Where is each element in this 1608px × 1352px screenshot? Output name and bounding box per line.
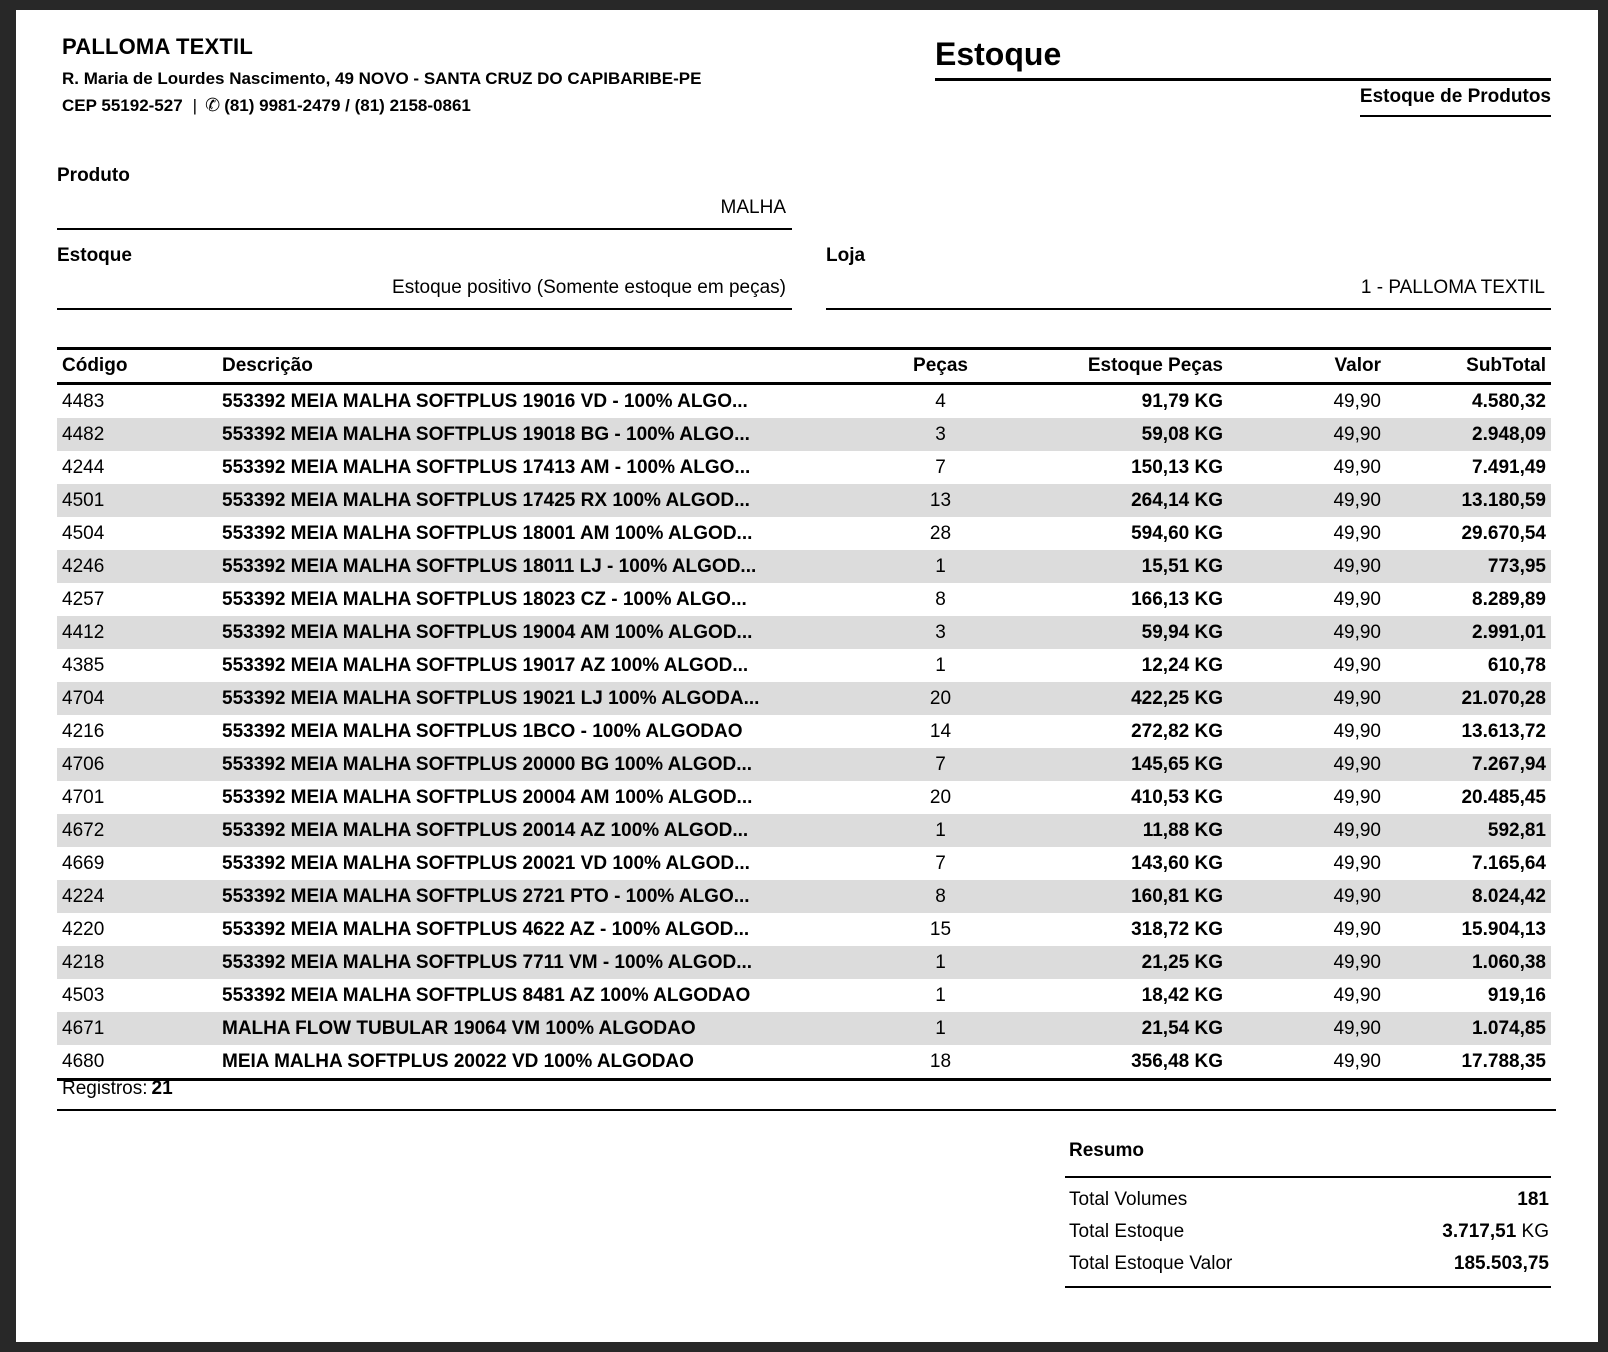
filter-loja — [826, 245, 1551, 310]
table-row — [57, 384, 1551, 419]
table-row — [57, 583, 1551, 616]
descricao-cell: 553392 MEIA MALHA SOFTPLUS 20021 VD 100% ALGOD... — [222, 852, 750, 874]
separator: | — [192, 96, 198, 115]
pecas-cell: 15 — [929, 918, 952, 940]
header-row — [57, 349, 1551, 384]
codigo-cell: 4224 — [62, 885, 105, 907]
filter-estoque-label: Estoque — [57, 245, 132, 266]
resumo-row-total-volumes — [1065, 1184, 1551, 1216]
table-row — [57, 418, 1551, 451]
column-header-estoque-pecas: Estoque Peças — [998, 349, 1228, 384]
company-contact — [62, 95, 701, 116]
codigo-cell: 4672 — [62, 819, 105, 841]
subtotal-cell: 7.165,64 — [1472, 852, 1546, 874]
table-row — [57, 550, 1551, 583]
pecas-cell: 8 — [935, 588, 946, 610]
subtotal-cell: 610,78 — [1487, 654, 1546, 676]
subtotal-cell: 7.267,94 — [1472, 753, 1546, 775]
pecas-cell: 1 — [935, 819, 946, 841]
report-subtitle-wrap — [935, 86, 1551, 117]
subtotal-cell: 2.991,01 — [1472, 621, 1546, 643]
subtotal-cell: 15.904,13 — [1461, 918, 1546, 940]
subtotal-cell: 17.788,35 — [1386, 1045, 1551, 1080]
resumo-label: Total Estoque — [1069, 1221, 1185, 1242]
valor-cell: 49,90 — [1333, 588, 1381, 610]
estoque-pecas-cell: 166,13 KG — [1131, 588, 1223, 610]
descricao-cell: 553392 MEIA MALHA SOFTPLUS 8481 AZ 100% ALGODAO — [222, 984, 751, 1006]
report-title: Estoque — [935, 36, 1551, 81]
table-row — [57, 781, 1551, 814]
subtotal-cell: 1.060,38 — [1472, 951, 1546, 973]
subtotal-cell: 7.491,49 — [1472, 456, 1546, 478]
estoque-pecas-cell: 15,51 KG — [1141, 555, 1223, 577]
stock-table-body — [57, 384, 1551, 1080]
subtotal-cell: 13.613,72 — [1461, 720, 1546, 742]
report-subtitle: Estoque de Produtos — [1360, 86, 1551, 117]
codigo-cell: 4385 — [62, 654, 105, 676]
column-header-subtotal: SubTotal — [1386, 349, 1551, 384]
estoque-pecas-cell: 145,65 KG — [1131, 753, 1223, 775]
filter-loja-value: 1 - PALLOMA TEXTIL — [826, 277, 1551, 310]
table-row — [57, 847, 1551, 880]
descricao-cell: 553392 MEIA MALHA SOFTPLUS 2721 PTO - 100% ALGO... — [222, 885, 750, 907]
column-header-pecas: Peças — [883, 349, 998, 384]
table-row — [57, 880, 1551, 913]
filter-loja-label: Loja — [826, 245, 866, 266]
stock-table-header — [57, 349, 1551, 384]
table-row — [57, 946, 1551, 979]
filter-produto-value: MALHA — [57, 197, 792, 230]
registros-value: 21 — [151, 1078, 173, 1099]
pecas-cell: 20 — [929, 687, 952, 709]
pecas-cell: 1 — [935, 984, 946, 1006]
pecas-cell: 18 — [883, 1045, 998, 1080]
phone-icon: ✆ — [205, 95, 221, 115]
valor-cell: 49,90 — [1333, 720, 1381, 742]
codigo-cell: 4482 — [62, 423, 105, 445]
estoque-pecas-cell: 143,60 KG — [1131, 852, 1223, 874]
resumo-row-total-estoque — [1065, 1216, 1551, 1248]
codigo-cell: 4216 — [62, 720, 105, 742]
registros-label: Registros: — [62, 1078, 148, 1099]
estoque-pecas-cell: 59,08 KG — [1141, 423, 1223, 445]
pecas-cell: 28 — [929, 522, 952, 544]
valor-cell: 49,90 — [1333, 621, 1381, 643]
subtotal-cell: 8.289,89 — [1472, 588, 1546, 610]
filter-estoque — [57, 245, 792, 310]
estoque-pecas-cell: 594,60 KG — [1131, 522, 1223, 544]
pecas-cell: 7 — [935, 852, 946, 874]
table-row — [57, 814, 1551, 847]
valor-cell: 49,90 — [1333, 1017, 1381, 1039]
codigo-cell: 4504 — [62, 522, 105, 544]
estoque-pecas-cell: 21,25 KG — [1141, 951, 1223, 973]
subtotal-cell: 592,81 — [1487, 819, 1546, 841]
column-header-valor: Valor — [1228, 349, 1386, 384]
resumo-section — [1065, 1140, 1551, 1288]
resumo-value: 3.717,51 — [1442, 1221, 1517, 1242]
pecas-cell: 20 — [929, 786, 952, 808]
resumo-value: 185.503,75 — [1453, 1253, 1549, 1274]
table-row — [57, 682, 1551, 715]
descricao-cell: 553392 MEIA MALHA SOFTPLUS 20000 BG 100% ALGOD... — [222, 753, 753, 775]
subtotal-cell: 8.024,42 — [1472, 885, 1546, 907]
descricao-cell: 553392 MEIA MALHA SOFTPLUS 18023 CZ - 100% ALGO... — [222, 588, 747, 610]
descricao-cell: MEIA MALHA SOFTPLUS 20022 VD 100% ALGODAO — [217, 1045, 883, 1080]
estoque-pecas-cell: 410,53 KG — [1131, 786, 1223, 808]
registros-row — [57, 1072, 1556, 1111]
company-address: R. Maria de Lourdes Nascimento, 49 NOVO - SANTA CRUZ DO CAPIBARIBE-PE — [62, 69, 702, 88]
codigo-cell: 4218 — [62, 951, 105, 973]
valor-cell: 49,90 — [1333, 852, 1381, 874]
estoque-pecas-cell: 21,54 KG — [1141, 1017, 1223, 1039]
codigo-cell: 4220 — [62, 918, 105, 940]
column-header-codigo: Código — [57, 349, 217, 384]
descricao-cell: 553392 MEIA MALHA SOFTPLUS 17425 RX 100% ALGOD... — [222, 489, 750, 511]
table-row — [57, 979, 1551, 1012]
valor-cell: 49,90 — [1333, 819, 1381, 841]
pecas-cell: 13 — [929, 489, 952, 511]
descricao-cell: 553392 MEIA MALHA SOFTPLUS 7711 VM - 100% ALGOD... — [222, 951, 753, 973]
codigo-cell: 4483 — [62, 390, 105, 412]
descricao-cell: MALHA FLOW TUBULAR 19064 VM 100% ALGODAO — [222, 1017, 696, 1039]
valor-cell: 49,90 — [1333, 918, 1381, 940]
pecas-cell: 8 — [935, 885, 946, 907]
valor-cell: 49,90 — [1333, 390, 1381, 412]
descricao-cell: 553392 MEIA MALHA SOFTPLUS 19017 AZ 100% ALGOD... — [222, 654, 749, 676]
descricao-cell: 553392 MEIA MALHA SOFTPLUS 18011 LJ - 100% ALGOD... — [222, 555, 757, 577]
estoque-pecas-cell: 264,14 KG — [1131, 489, 1223, 511]
valor-cell: 49,90 — [1333, 489, 1381, 511]
estoque-pecas-cell: 59,94 KG — [1141, 621, 1223, 643]
estoque-pecas-cell: 356,48 KG — [998, 1045, 1228, 1080]
valor-cell: 49,90 — [1333, 753, 1381, 775]
pecas-cell: 7 — [935, 753, 946, 775]
report-title-block — [935, 36, 1551, 117]
subtotal-cell: 919,16 — [1487, 984, 1546, 1006]
valor-cell: 49,90 — [1333, 951, 1381, 973]
table-row — [57, 484, 1551, 517]
pecas-cell: 3 — [935, 423, 946, 445]
pecas-cell: 14 — [929, 720, 952, 742]
descricao-cell: 553392 MEIA MALHA SOFTPLUS 20014 AZ 100% ALGOD... — [222, 819, 749, 841]
estoque-pecas-cell: 150,13 KG — [1131, 456, 1223, 478]
descricao-cell: 553392 MEIA MALHA SOFTPLUS 19021 LJ 100% ALGODA... — [222, 687, 760, 709]
codigo-cell: 4680 — [57, 1045, 217, 1080]
codigo-cell: 4412 — [62, 621, 105, 643]
pecas-cell: 4 — [935, 390, 946, 412]
pecas-cell: 7 — [935, 456, 946, 478]
table-row — [57, 748, 1551, 781]
codigo-cell: 4501 — [62, 489, 105, 511]
estoque-pecas-cell: 272,82 KG — [1131, 720, 1223, 742]
subtotal-cell: 773,95 — [1487, 555, 1546, 577]
table-row — [57, 649, 1551, 682]
estoque-pecas-cell: 318,72 KG — [1131, 918, 1223, 940]
codigo-cell: 4246 — [62, 555, 105, 577]
estoque-pecas-cell: 18,42 KG — [1141, 984, 1223, 1006]
codigo-cell: 4706 — [62, 753, 105, 775]
codigo-cell: 4671 — [62, 1017, 105, 1039]
descricao-cell: 553392 MEIA MALHA SOFTPLUS 19004 AM 100% ALGOD... — [222, 621, 753, 643]
subtotal-cell: 13.180,59 — [1461, 489, 1546, 511]
estoque-pecas-cell: 160,81 KG — [1131, 885, 1223, 907]
estoque-pecas-cell: 91,79 KG — [1141, 390, 1223, 412]
filter-produto — [57, 165, 792, 230]
subtotal-cell: 1.074,85 — [1472, 1017, 1546, 1039]
estoque-pecas-cell: 11,88 KG — [1142, 819, 1223, 841]
valor-cell: 49,90 — [1228, 1045, 1386, 1080]
filter-estoque-value: Estoque positivo (Somente estoque em peças) — [57, 277, 792, 310]
valor-cell: 49,90 — [1333, 456, 1381, 478]
valor-cell: 49,90 — [1333, 423, 1381, 445]
estoque-pecas-cell: 12,24 KG — [1141, 654, 1223, 676]
company-cep: CEP 55192-527 — [62, 96, 183, 115]
valor-cell: 49,90 — [1333, 522, 1381, 544]
resumo-row-total-estoque-valor — [1065, 1248, 1551, 1280]
table-row — [57, 913, 1551, 946]
resumo-rows — [1065, 1178, 1551, 1288]
company-name: PALLOMA TEXTIL — [62, 34, 254, 59]
subtotal-cell: 20.485,45 — [1461, 786, 1546, 808]
resumo-value-suffix: KG — [1516, 1221, 1549, 1242]
codigo-cell: 4257 — [62, 588, 105, 610]
valor-cell: 49,90 — [1333, 885, 1381, 907]
company-phones: (81) 9981-2479 / (81) 2158-0861 — [224, 96, 471, 115]
subtotal-cell: 29.670,54 — [1461, 522, 1546, 544]
pecas-cell: 1 — [935, 1017, 946, 1039]
resumo-label: Total Estoque Valor — [1069, 1253, 1233, 1274]
codigo-cell: 4244 — [62, 456, 105, 478]
pecas-cell: 3 — [935, 621, 946, 643]
company-header — [62, 34, 701, 116]
pecas-cell: 1 — [935, 654, 946, 676]
codigo-cell: 4669 — [62, 852, 105, 874]
descricao-cell: 553392 MEIA MALHA SOFTPLUS 4622 AZ - 100% ALGOD... — [222, 918, 750, 940]
codigo-cell: 4704 — [62, 687, 105, 709]
table-row — [57, 1012, 1551, 1045]
estoque-pecas-cell: 422,25 KG — [1131, 687, 1223, 709]
valor-cell: 49,90 — [1333, 654, 1381, 676]
pecas-cell: 1 — [935, 555, 946, 577]
descricao-cell: 553392 MEIA MALHA SOFTPLUS 19016 VD - 100% ALGO... — [222, 390, 748, 412]
descricao-cell: 553392 MEIA MALHA SOFTPLUS 1BCO - 100% ALGODAO — [222, 720, 743, 742]
stock-table — [57, 347, 1551, 1081]
valor-cell: 49,90 — [1333, 555, 1381, 577]
table-row — [57, 517, 1551, 550]
resumo-label: Total Volumes — [1069, 1189, 1188, 1210]
descricao-cell: 553392 MEIA MALHA SOFTPLUS 20004 AM 100% ALGOD... — [222, 786, 753, 808]
descricao-cell: 553392 MEIA MALHA SOFTPLUS 17413 AM - 100% ALGO... — [222, 456, 751, 478]
descricao-cell: 553392 MEIA MALHA SOFTPLUS 19018 BG - 100% ALGO... — [222, 423, 750, 445]
subtotal-cell: 4.580,32 — [1472, 390, 1546, 412]
resumo-title: Resumo — [1065, 1140, 1551, 1178]
codigo-cell: 4503 — [62, 984, 105, 1006]
descricao-cell: 553392 MEIA MALHA SOFTPLUS 18001 AM 100% ALGOD... — [222, 522, 753, 544]
report-page — [16, 10, 1598, 1342]
column-header-descricao: Descrição — [217, 349, 883, 384]
valor-cell: 49,90 — [1333, 984, 1381, 1006]
pecas-cell: 1 — [935, 951, 946, 973]
table-row — [57, 715, 1551, 748]
subtotal-cell: 2.948,09 — [1472, 423, 1546, 445]
valor-cell: 49,90 — [1333, 786, 1381, 808]
valor-cell: 49,90 — [1333, 687, 1381, 709]
filter-produto-label: Produto — [57, 165, 130, 186]
codigo-cell: 4701 — [62, 786, 105, 808]
table-row — [57, 451, 1551, 484]
subtotal-cell: 21.070,28 — [1461, 687, 1546, 709]
resumo-value: 181 — [1517, 1189, 1549, 1210]
table-row — [57, 616, 1551, 649]
